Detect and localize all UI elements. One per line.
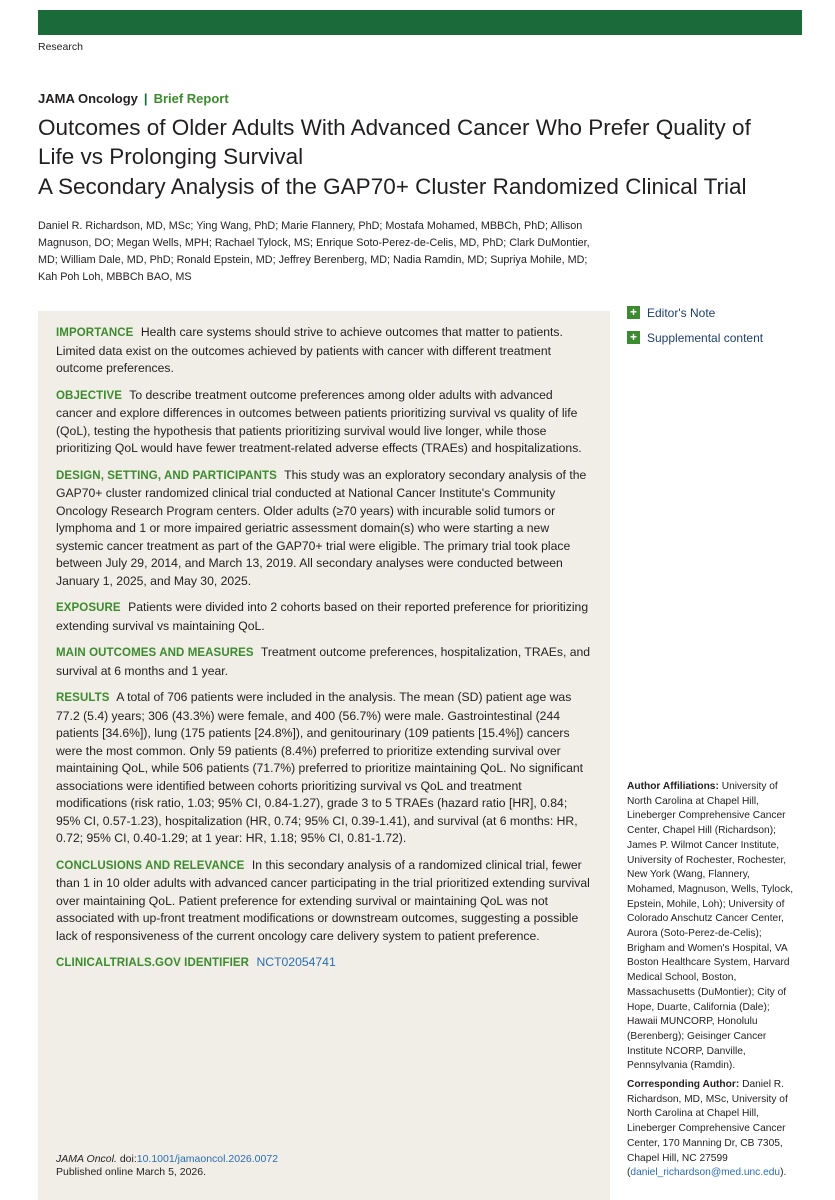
affiliations-text: University of North Carolina at Chapel Hill, Lineberger Comprehensive Cancer Center, Chapel Hill (Richardson); James P. Wilmot Cancer Institute, University of Rochester, Rochester, New York (Wang, Flannery, Mohamed, Magnuson, Wells, Tylock, Epstein, Mohile, Loh); University of Colorado Anschutz Cancer Center, Aurora (Soto-Perez-de-Celis); Brigham and Women's Hospital, VA Boston Healthcare System, Harvard Medical School, Boston, Massachusetts (DuMontier); City of Hope, Duarte, California (Dale); Hawaii MUNCORP, Honolulu (Berenberg); Geisinger Cancer Institute NCORP, Danville, Pennsylvania (Ramdin). (627, 781, 794, 1072)
abstract-results (56, 689, 592, 848)
supplemental-content-label: Supplemental content (647, 330, 764, 345)
exposure-heading: EXPOSURE (56, 602, 121, 614)
trial-heading: CLINICALTRIALS.GOV IDENTIFIER (56, 957, 250, 969)
doi-label: doi: (119, 1153, 137, 1165)
outcomes-text: Treatment outcome preferences, hospitalization, TRAEs, and survival at 6 months and 1 year. (56, 645, 591, 678)
supplemental-content-link[interactable] (627, 330, 763, 345)
abstract-box (38, 311, 610, 1200)
citation (56, 1153, 278, 1179)
journal-header-bar (38, 10, 802, 35)
editors-note-label: Editor's Note (647, 305, 716, 320)
email-link[interactable]: daniel_richardson@med.unc.edu (630, 1167, 781, 1179)
abstract-importance (56, 324, 592, 378)
article-subtitle: A Secondary Analysis of the GAP70+ Cluster Randomized Clinical Trial (38, 174, 747, 199)
corresponding-end: ). (780, 1167, 787, 1179)
affiliations-heading: Author Affiliations: (627, 781, 719, 792)
conclusions-text: In this secondary analysis of a randomized clinical trial, fewer than 1 in 10 older adults with advanced cancer participating in the trial prioritized extending survival over maintaining QoL. Patient preference for extending survival or maintaining QoL was not associated with up-front treatment modifications or downstream outcomes, suggesting a possible lack of responsiveness of the current oncology care delivery system to patient preference. (56, 857, 590, 943)
article-type: Brief Report (153, 91, 229, 106)
abstract-outcomes (56, 644, 592, 680)
abstract-objective (56, 387, 592, 458)
abstract-conclusions (56, 857, 592, 946)
journal-separator: | (143, 91, 148, 106)
plus-icon: + (627, 331, 640, 344)
journal-abbrev: JAMA Oncol. (56, 1153, 117, 1165)
outcomes-heading: MAIN OUTCOMES AND MEASURES (56, 647, 254, 659)
objective-heading: OBJECTIVE (56, 389, 123, 402)
journal-line (38, 91, 229, 106)
objective-text: To describe treatment outcome preferences among older adults with advanced cancer and explore differences in outcomes between patients prioritizing survival vs quality of life (QoL), testing the hypothesis that patients prioritizing survival would live longer, while those prioritizing QoL would have fewer treatment-related adverse effects (TRAEs) and hospitalizations. (56, 387, 582, 455)
plus-icon: + (627, 306, 640, 319)
published-date: Published online March 5, 2026. (56, 1166, 207, 1178)
design-heading: DESIGN, SETTING, AND PARTICIPANTS (56, 469, 277, 482)
side-links (627, 305, 763, 355)
importance-heading: IMPORTANCE (56, 327, 134, 339)
importance-text: Health care systems should strive to achieve outcomes that matter to patients. Limited data exist on the outcomes achieved by patients with cancer with different treatment outcome preferences. (56, 325, 563, 375)
section-label: Research (38, 41, 83, 53)
design-text: This study was an exploratory secondary analysis of the GAP70+ cluster randomized clinical trial conducted at National Cancer Institute's Community Oncology Research Program centers. Older adults (≥70 years) with incurable solid tumors or lymphoma and 1 or more impaired geriatric assessment domain(s) who were starting a new systemic cancer treatment as part of the GAP70+ trial were eligible. The primary trial took place between July 29, 2014, and March 13, 2019. All secondary analyses were conducted between January 1, 2025, and May 30, 2025. (56, 467, 587, 588)
exposure-text: Patients were divided into 2 cohorts based on their reported preference for prioritizing extending survival vs maintaining QoL. (56, 600, 589, 633)
journal-name: JAMA Oncology (38, 91, 138, 106)
trial-id-link[interactable]: NCT02054741 (256, 955, 336, 969)
corresponding-text: Daniel R. Richardson, MD, MSc, University of North Carolina at Chapel Hill, Lineberger Comprehensive Cancer Center, 170 Manning Dr, CB 7305, Chapel Hill, NC 27599 ( (627, 1079, 788, 1179)
corresponding-heading: Corresponding Author: (627, 1079, 740, 1090)
author-list: Daniel R. Richardson, MD, MSc; Ying Wang, PhD; Marie Flannery, PhD; Mostafa Mohamed, MBBCh, PhD; Allison Magnuson, DO; Megan Wells, MPH; Rachael Tylock, MS; Enrique Soto-Perez-de-Celis, MD, PhD; Clark DuMontier, MD; William Dale, MD, PhD; Ronald Epstein, MD; Jeffrey Berenberg, MD; Nadia Ramdin, MD; Supriya Mohile, MD; Kah Poh Loh, MBBCh BAO, MS (38, 220, 590, 283)
results-heading: RESULTS (56, 692, 110, 704)
editors-note-link[interactable] (627, 305, 763, 320)
corresponding-author (627, 1078, 797, 1181)
article-title: Outcomes of Older Adults With Advanced Cancer Who Prefer Quality of Life vs Prolonging Survival (38, 115, 751, 169)
author-affiliations (627, 780, 797, 1074)
doi-link[interactable]: 10.1001/jamaoncol.2026.0072 (136, 1153, 279, 1165)
abstract-design (56, 467, 592, 591)
results-text: A total of 706 patients were included in the analysis. The mean (SD) patient age was 77.2 (5.4) years; 306 (43.3%) were female, and 400 (56.7%) were male. Gastrointestinal (244 patients [34.6%]), lung (175 patients [24.8%]), and genitourinary (109 patients [15.4%]) cancers were the most common. Only 59 patients (8.4%) preferred to prioritize extending survival over maintaining QoL, while 506 patients (71.7%) preferred to prioritize maintaining QoL. No significant associations were identified between cohorts prioritizing survival vs QoL and treatment modifications (risk ratio, 1.03; 95% CI, 0.84-1.27), grade 3 to 5 TRAEs (hazard ratio [HR], 0.84; 95% CI, 0.57-1.23), hospitalization (HR, 0.74; 95% CI, 0.39-1.41), and survival (at 6 months: HR, 0.72; 95% CI, 0.40-1.29; at 1 year: HR, 1.18; 95% CI, 0.81-1.72). (56, 690, 584, 845)
abstract-exposure (56, 599, 592, 635)
conclusions-heading: CONCLUSIONS AND RELEVANCE (56, 859, 245, 872)
abstract-trial-id (56, 954, 592, 973)
